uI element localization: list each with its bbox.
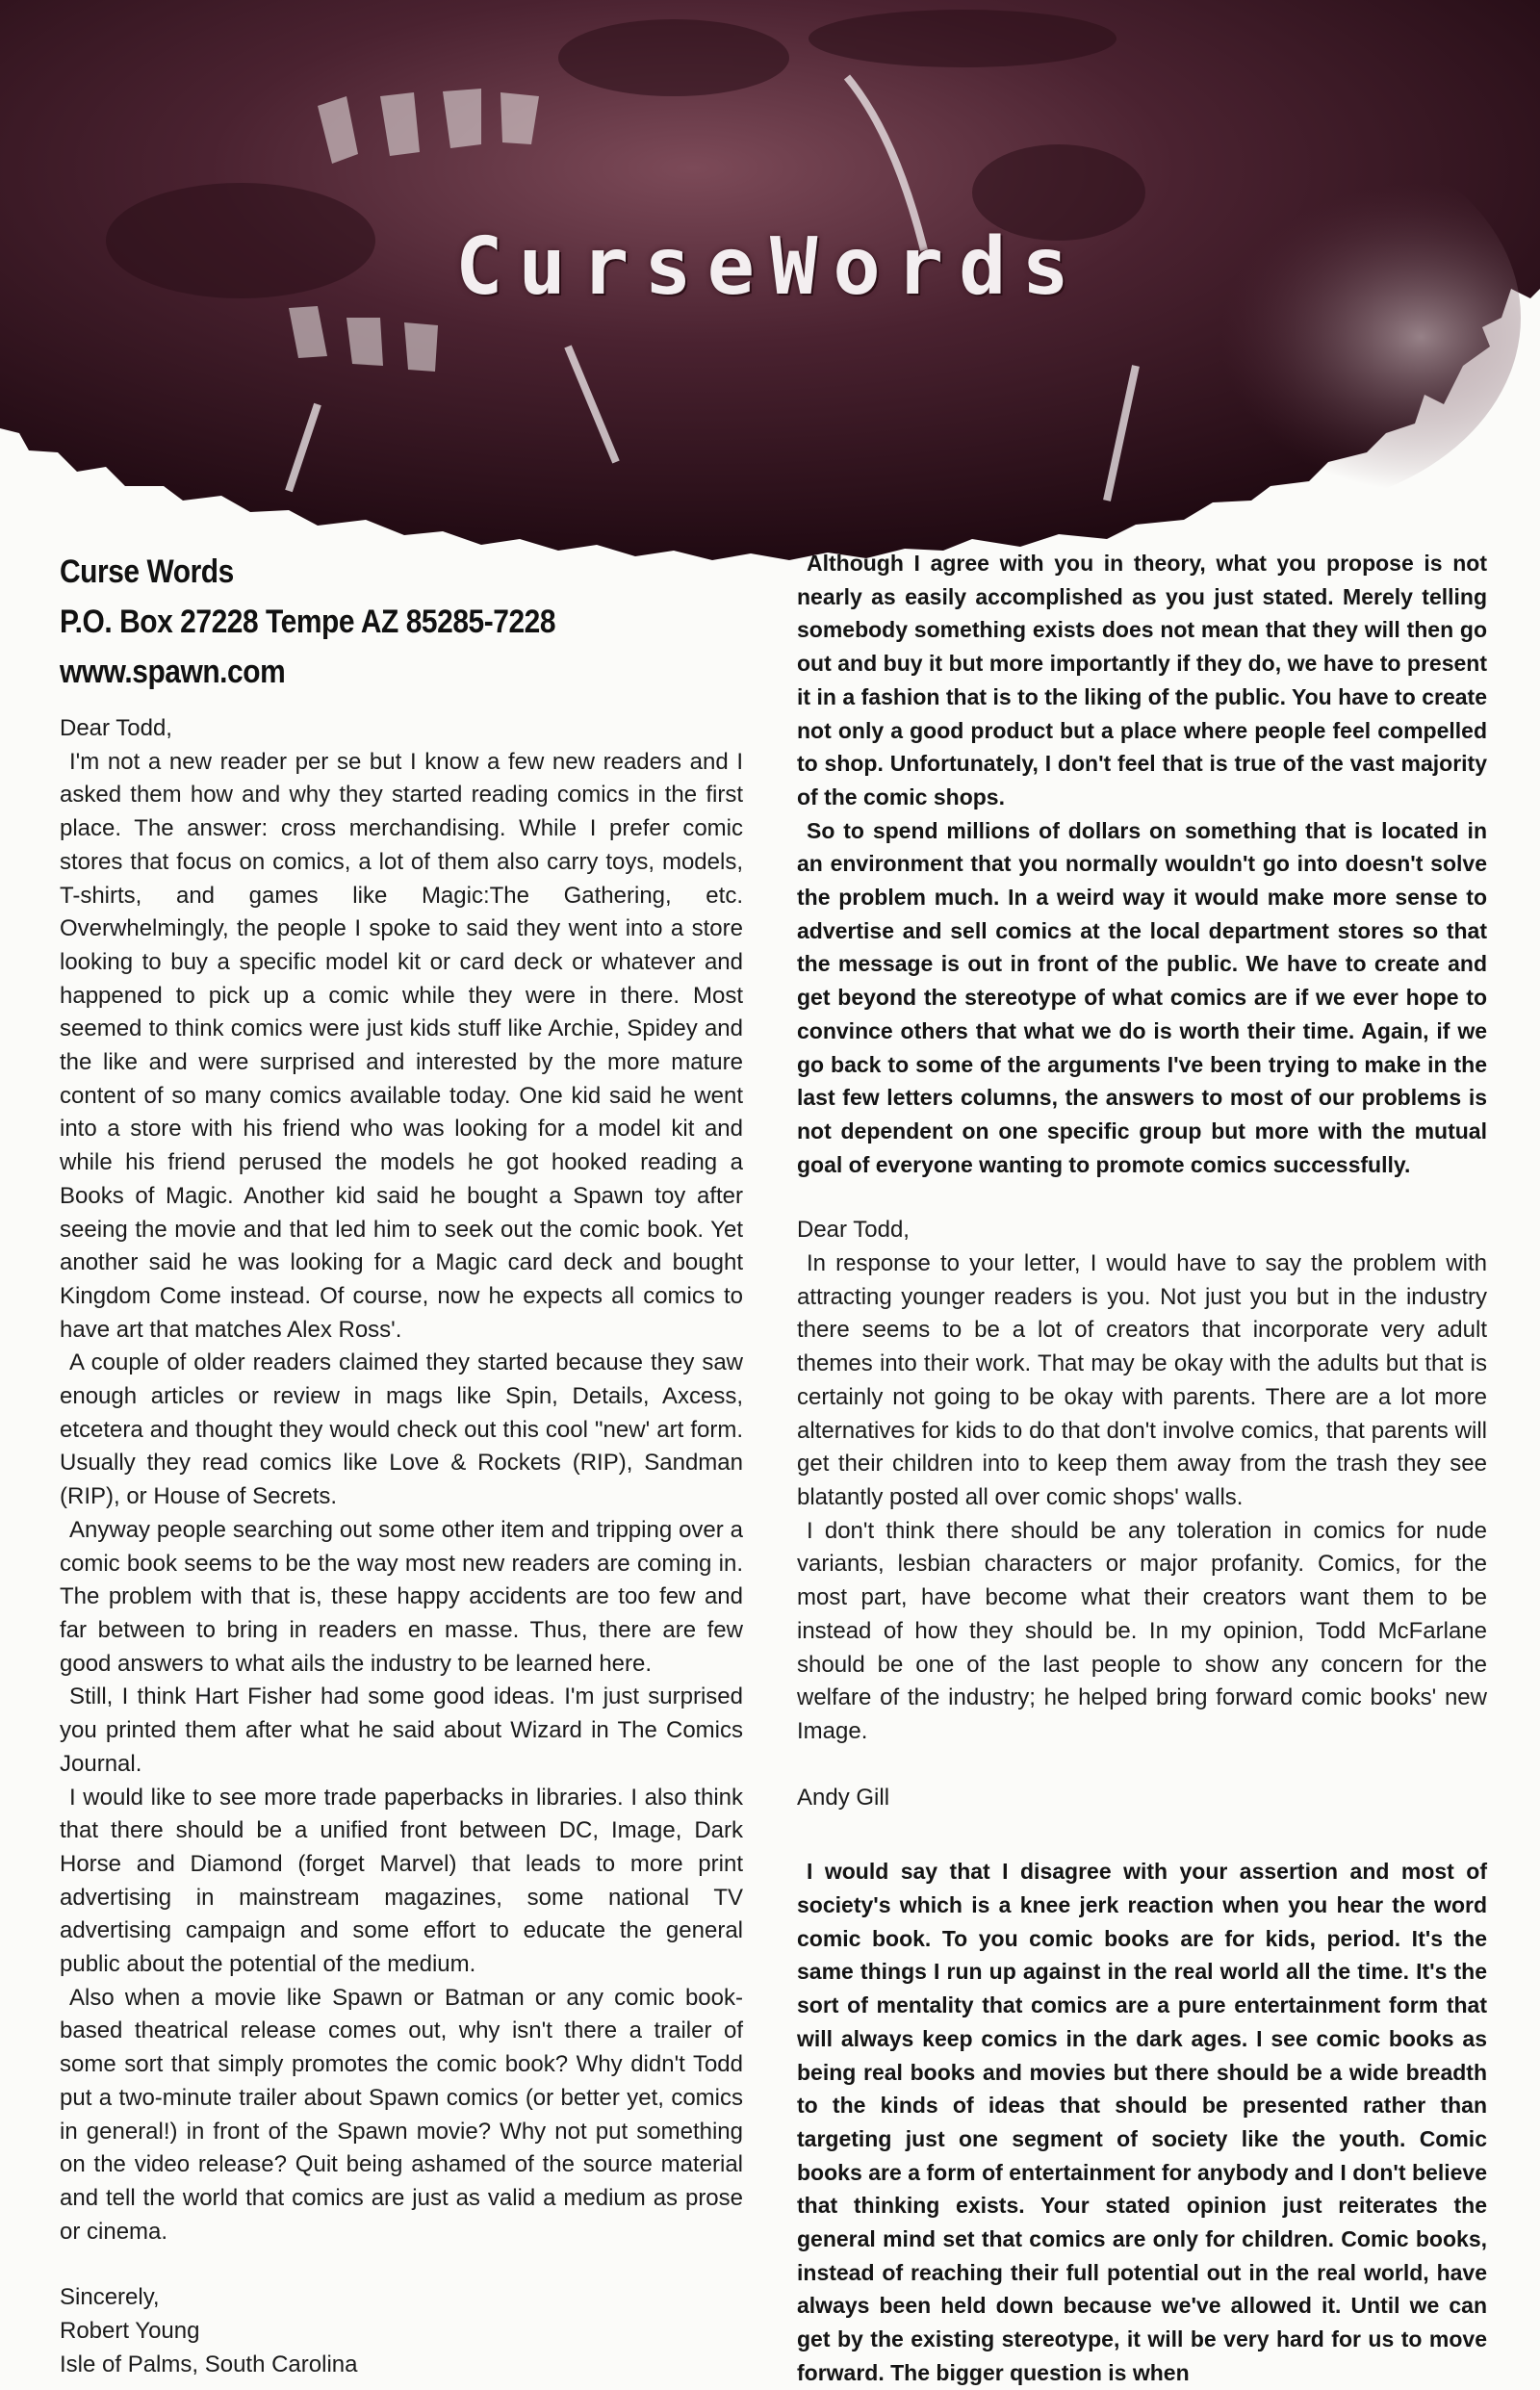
reply-to-andy-gill	[797, 1855, 1487, 2389]
letter-location: Isle of Palms, South Carolina	[60, 2351, 358, 2377]
letter-author: Robert Young	[60, 2318, 200, 2345]
header-artwork	[0, 0, 1540, 578]
address-block	[60, 547, 743, 697]
letter-salutation: Dear Todd,	[797, 1217, 910, 1244]
letter-closing: Sincerely,	[60, 2284, 160, 2311]
letter-paragraph: In response to your letter, I would have to say the problem with attracting younger readers is you. Not just you but in the industry there seems to be a lot of creators that incorporate very adult themes into their work. That may be okay with the adults but that is certainly not going to be okay with parents. There are a lot more alternatives for kids to do that don't involve comics, that parents will get their children into to keep them away from the trash they see blatantly posted all over comic shops' walls.	[797, 1250, 1487, 1510]
reply-paragraph: Although I agree with you in theory, what you propose is not nearly as easily accomplished as you just stated. Merely telling somebody something exists does not mean that they will then go out and buy it but more importantly if they do, we have to present it in a fashion that is to the liking of the public. You have to create not only a good product but a place where people feel compelled to shop. Unfortunately, I don't feel that is true of the vast majority of the comic shops.	[797, 551, 1487, 810]
reply-paragraph: So to spend millions of dollars on something that is located in an environment that you normally wouldn't go into doesn't solve the problem much. In a weird way it would make more sense to advertise and sell comics at the local department stores so that the message is out in front of the public. We have to create and get beyond the stereotype of what comics are if we ever hope to convince others that what we do is worth their time. Again, if we go back to some of the arguments I've been trying to make in the last few letters columns, the answers to most of our problems is not dependent on one specific group but more with the mutual goal of everyone wanting to promote comics successfully.	[797, 817, 1487, 1177]
reply-paragraph: I would say that I disagree with your assertion and most of society's which is a knee jerk reaction when you hear the word comic book. To you comic books are for kids, period. It's the same things I run up against in the real world all the time. It's the sort of mentality that comics are a pure entertainment form that will always keep comics in the dark ages. I see comic books as being real books and movies but there should be a wide breadth to the kinds of ideas that should be presented rather than targeting just one segment of society like the youth. Comic books are a form of entertainment for anybody and I don't believe that thinking exists. Your stated opinion just reiterates the general mind set that comics are only for children. Comic books, instead of reaching their full potential out in the real world, have always been held down because we've allowed it. Until we can get by the existing stereotype, it will be very hard for us to move forward. The bigger question is when	[797, 1859, 1487, 2385]
mailing-address: P.O. Box 27228 Tempe AZ 85285-7228	[60, 604, 556, 640]
letter-paragraph: Anyway people searching out some other item and tripping over a comic book seems to be the way most new readers are coming in. The problem with that is, these happy accidents are too few and far between to bring in readers en masse. Thus, there are few good answers to what ails the industry to be learned here.	[60, 1516, 743, 1677]
letter-paragraph: Also when a movie like Spawn or Batman or any comic book-based theatrical release comes out, why isn't there a trailer of some sort that simply promotes the comic book? Why didn't Todd put a two-minute trailer about Spawn comics (or better yet, comics in general!) in front of the Spawn movie? Why not put something on the video release? Quit being ashamed of the source material and tell the world that comics are just as valid a medium as prose or cinema.	[60, 1984, 743, 2245]
reply-to-robert-young	[797, 547, 1487, 1181]
website: www.spawn.com	[60, 654, 286, 690]
letter-paragraph: A couple of older readers claimed they started because they saw enough articles or review in mags like Spin, Details, Axcess, etcetera and thought they would check out this cool "new' art form. Usually they read comics like Love & Rockets (RIP), Sandman (RIP), or House of Secrets.	[60, 1349, 743, 1510]
letter-paragraph: I don't think there should be any toleration in comics for nude variants, lesbian characters or major profanity. Comics, for the most part, have become what their creators want them to be instead of how they should be. In my opinion, Todd McFarlane should be one of the last people to show any concern for the welfare of the industry; he helped bring forward comic books' new Image.	[797, 1517, 1487, 1744]
letter-robert-young	[60, 712, 743, 2381]
letter-author: Andy Gill	[797, 1784, 890, 1811]
right-column	[797, 547, 1487, 2390]
letter-paragraph: I'm not a new reader per se but I know a few new readers and I asked them how and why they started reading comics in the first place. The answer: cross merchandising. While I prefer comic stores that focus on comics, a lot of them also carry toys, models, T-shirts, and games like Magic:The Gathering, etc. Overwhelmingly, the people I spoke to said they went into a store looking to buy a specific model kit or card deck or whatever and happened to pick up a comic while they were in there. Most seemed to think comics were just kids stuff like Archie, Spidey and the like and were surprised and interested by the more mature content of so many comics available today. One kid said he went into a store with his friend who was looking for a model kit and while his friend perused the models he got hooked reading a Books of Magic. Another kid said he bought a Spawn toy after seeing the movie and that led him to seek out the comic book. Yet another said he was looking for a Magic card deck and bought Kingdom Come instead. Of course, now he expects all comics to have art that matches Alex Ross'.	[60, 748, 743, 1343]
column-name: Curse Words	[60, 553, 234, 590]
letter-paragraph: Still, I think Hart Fisher had some good ideas. I'm just surprised you printed them after what he said about Wizard in The Comics Journal.	[60, 1683, 743, 1777]
letter-salutation: Dear Todd,	[60, 715, 172, 741]
page-title: CurseWords	[455, 221, 1085, 313]
letter-paragraph: I would like to see more trade paperbacks in libraries. I also think that there should be a unified front between DC, Image, Dark Horse and Diamond (forget Marvel) that leads to more print advertising in mainstream magazines, some national TV advertising campaign and some effort to educate the general public about the potential of the medium.	[60, 1784, 743, 1978]
letter-andy-gill	[797, 1214, 1487, 1814]
left-column	[60, 547, 743, 2381]
